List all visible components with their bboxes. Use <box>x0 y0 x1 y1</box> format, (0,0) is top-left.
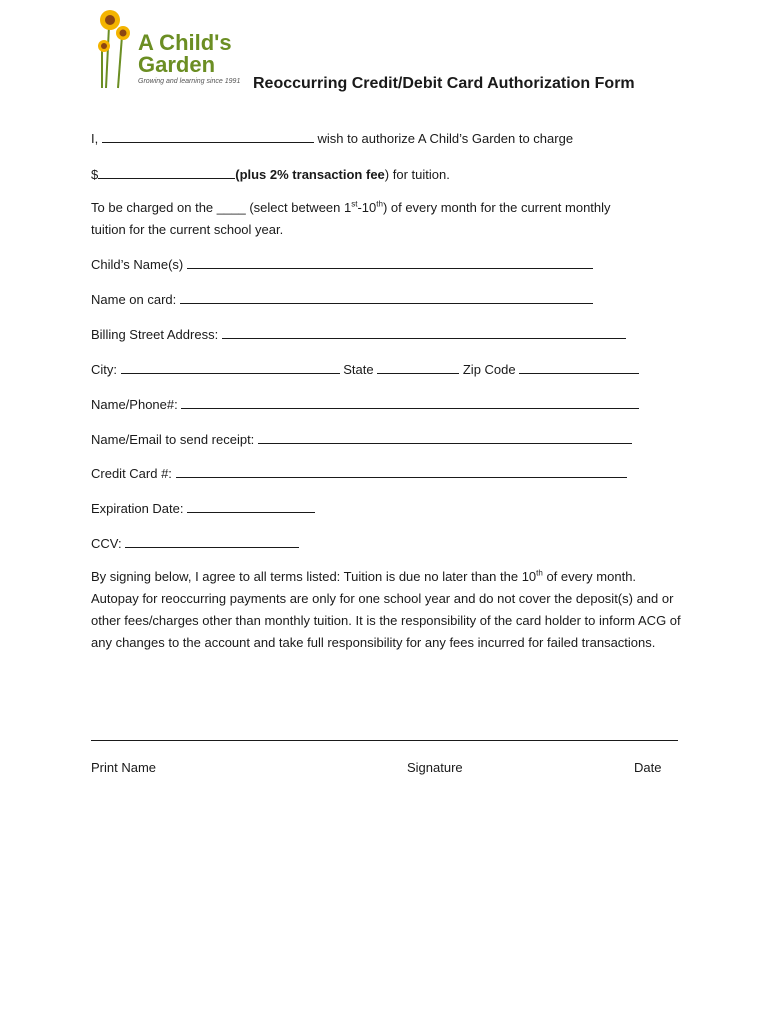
child-name-row: Child’s Name(s) <box>91 256 593 273</box>
expiration-row: Expiration Date: <box>91 500 315 517</box>
zip-input[interactable] <box>519 361 639 374</box>
ccv-row: CCV: <box>91 535 299 552</box>
billing-address-input[interactable] <box>222 326 626 339</box>
name-phone-row: Name/Phone#: <box>91 396 639 413</box>
authorize-line: I, wish to authorize A Child’s Garden to charge <box>91 131 574 146</box>
credit-card-row: Credit Card #: <box>91 465 627 482</box>
city-input[interactable] <box>121 361 340 374</box>
name-email-input[interactable] <box>258 431 632 444</box>
print-name-label: Print Name <box>91 760 157 775</box>
billing-address-row: Billing Street Address: <box>91 326 626 343</box>
signature-label: Signature <box>407 760 463 775</box>
logo-tagline: Growing and learning since 1991 <box>138 78 241 85</box>
credit-card-input[interactable] <box>176 465 627 478</box>
state-input[interactable] <box>377 361 459 374</box>
name-on-card-input[interactable] <box>180 291 593 304</box>
expiration-input[interactable] <box>187 500 315 513</box>
logo <box>92 6 242 92</box>
name-phone-input[interactable] <box>181 396 639 409</box>
date-label: Date <box>634 760 662 775</box>
terms-paragraph: By signing below, I agree to all terms listed: Tuition is due no later than the 10th of every month. Autopay for reoccurring payments are only for one school year and do not cover the deposit(s) and or other fees/charges other than monthly tuition. It is the responsibility of the card holder to inform ACG of any changes to the account and take full responsibility for any fees incurred for failed transactions. <box>91 568 681 650</box>
signature-line[interactable] <box>91 740 678 741</box>
page-title: Reoccurring Credit/Debit Card Authorization Form <box>253 75 635 92</box>
child-name-input[interactable] <box>187 256 593 269</box>
amount-line: $ (plus 2% transaction fee) for tuition. <box>91 167 450 182</box>
charge-day-paragraph: To be charged on the ____ (select between 1st-10th) of every month for the current monthly tuition for the current school year. <box>91 199 611 237</box>
logo-line1: A Child's <box>138 30 232 55</box>
name-email-row: Name/Email to send receipt: <box>91 431 632 448</box>
city-state-zip-row: City: State Zip Code <box>91 361 639 378</box>
authorize-name-input[interactable] <box>102 130 314 143</box>
ccv-input[interactable] <box>125 535 299 548</box>
charge-day-input[interactable]: ____ <box>216 200 246 215</box>
amount-input[interactable] <box>98 166 235 179</box>
logo-line2: Garden <box>138 52 216 77</box>
name-on-card-row: Name on card: <box>91 291 593 308</box>
